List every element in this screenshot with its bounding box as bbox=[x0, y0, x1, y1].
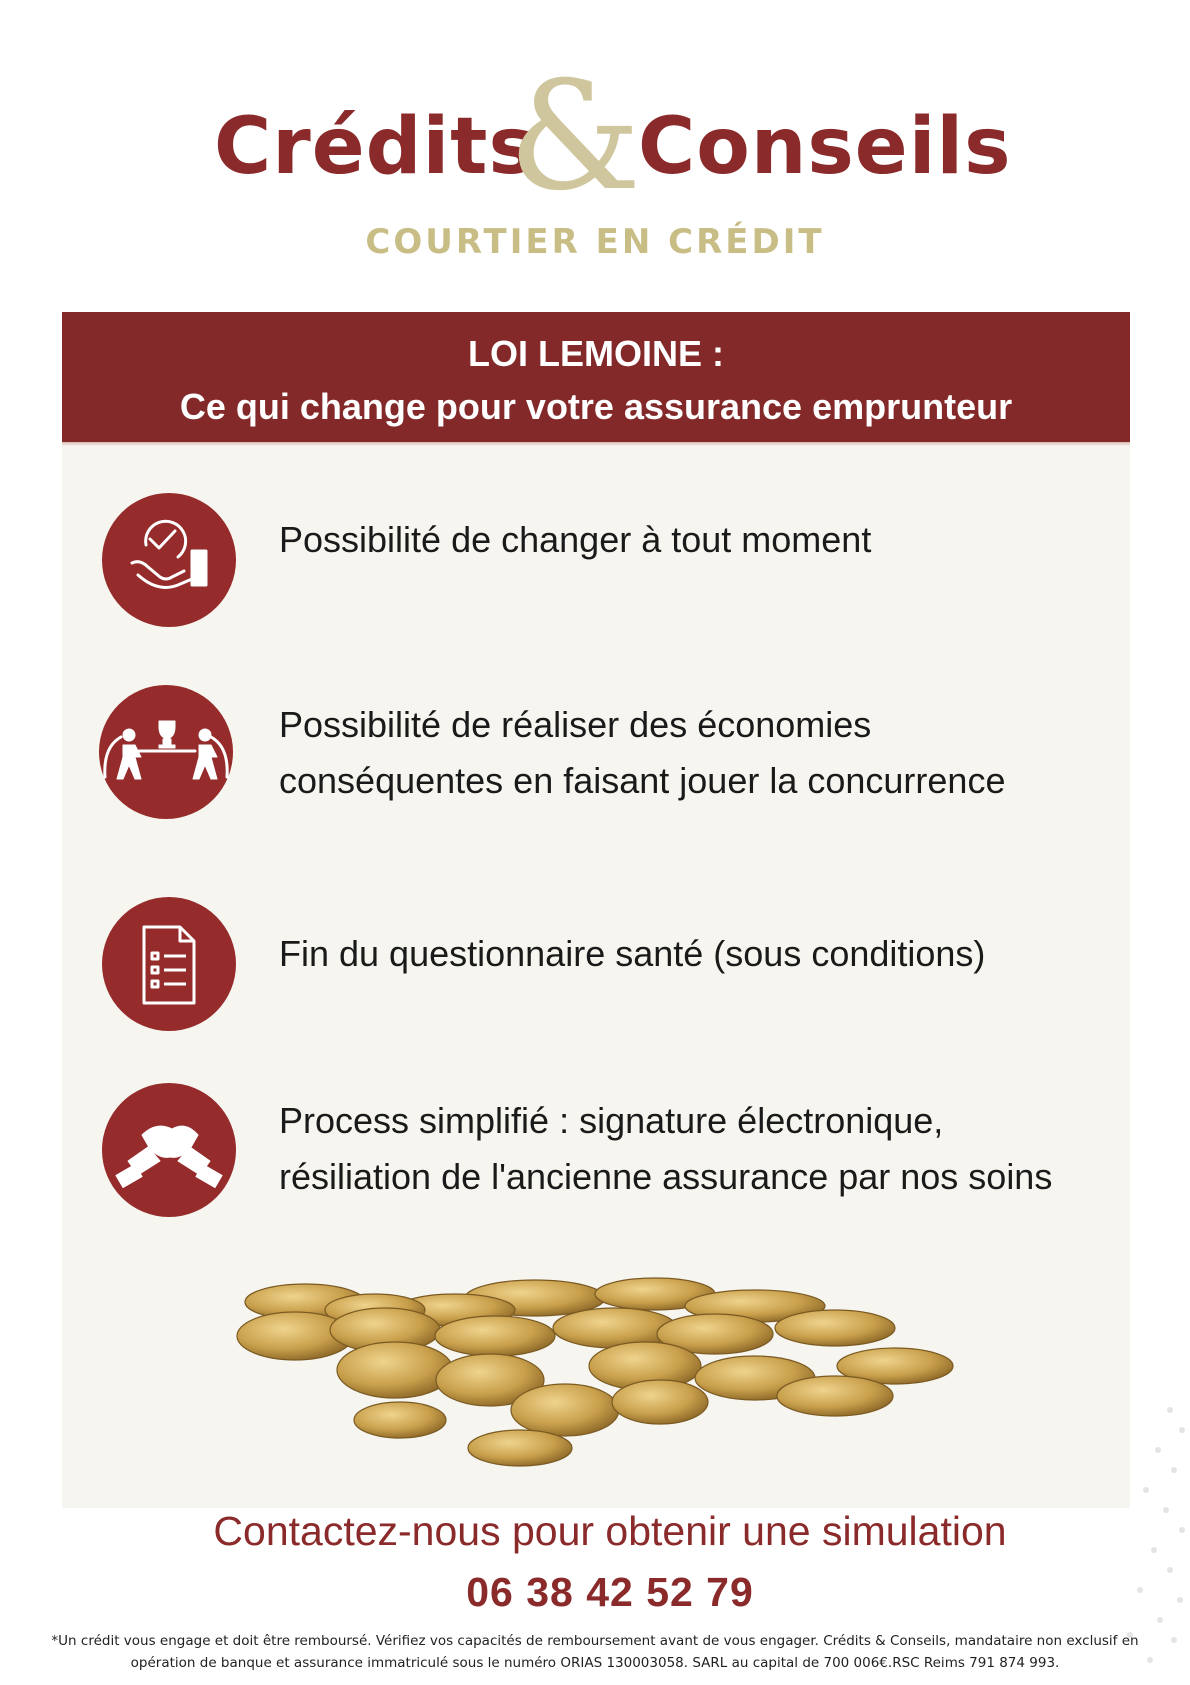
competition-trophy-icon bbox=[99, 685, 233, 819]
title-banner bbox=[62, 312, 1130, 442]
benefit-text-2: Possibilité de réaliser des économies conséquentes en faisant jouer la concurrence bbox=[279, 704, 1006, 801]
logo-ampersand: & bbox=[508, 50, 642, 224]
logo-word-credits: Crédits bbox=[214, 102, 536, 192]
contact-call-to-action: Contactez-nous pour obtenir une simulation bbox=[213, 1508, 1007, 1554]
legal-disclaimer: *Un crédit vous engage et doit être remboursé. Vérifiez vos capacités de remboursement avant de vous engager. Crédits & Conseils, mandataire non exclusif en opération de banque et assurance immatriculé sous le numéro ORIAS 130003058. SARL au capital de 700 006€.RSC Reims 791 874 993. bbox=[51, 1633, 1139, 1671]
hand-check-icon bbox=[102, 493, 236, 627]
gold-coins-image bbox=[235, 1270, 955, 1470]
benefit-text-3: Fin du questionnaire santé (sous conditions) bbox=[279, 933, 986, 974]
title-line-1: LOI LEMOINE : bbox=[468, 333, 724, 374]
handshake-icon bbox=[102, 1083, 236, 1217]
logo-tagline: COURTIER EN CRÉDIT bbox=[365, 222, 825, 262]
phone-number[interactable]: 06 38 42 52 79 bbox=[466, 1569, 754, 1615]
title-line-2: Ce qui change pour votre assurance emprunteur bbox=[179, 386, 1013, 427]
benefit-text-1: Possibilité de changer à tout moment bbox=[279, 519, 872, 560]
banner-shadow bbox=[62, 442, 1130, 446]
benefit-text-4: Process simplifié : signature électronique, résiliation de l'ancienne assurance par nos soins bbox=[279, 1100, 1053, 1197]
checklist-document-icon bbox=[102, 897, 236, 1031]
logo-word-conseils: Conseils bbox=[638, 102, 1012, 192]
